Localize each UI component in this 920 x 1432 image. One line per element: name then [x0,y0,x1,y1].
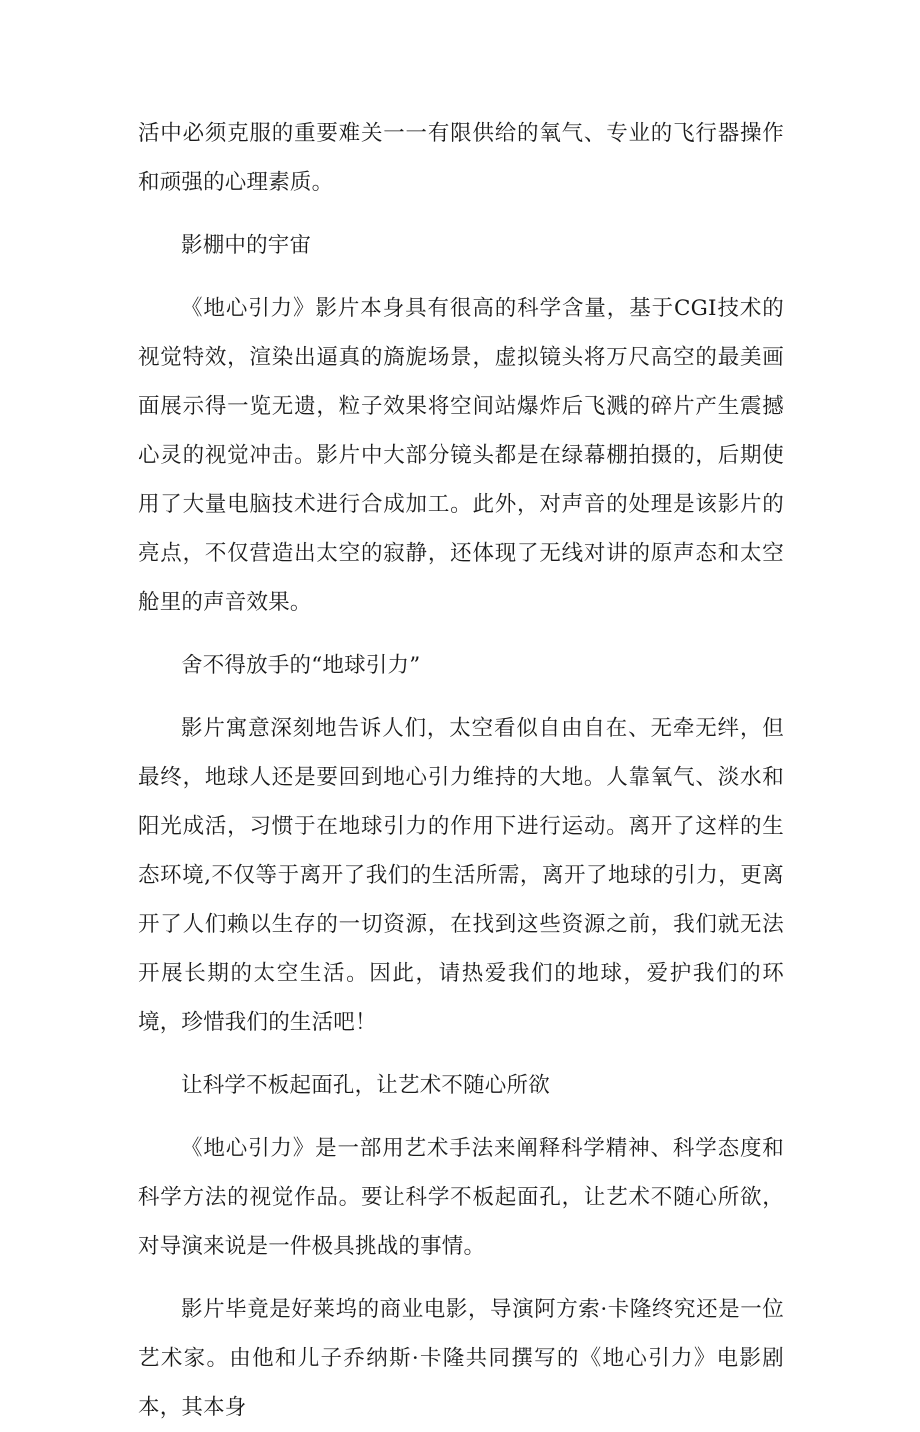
section-heading-studio-universe: 影棚中的宇宙 [181,233,312,258]
article-body [138,109,784,1432]
section-heading-earth-gravity: 舍不得放手的“地球引力” [181,653,421,678]
section-heading-science-art: 让科学不板起面孔，让艺术不随心所欲 [181,1073,550,1098]
paragraph-continuation: 活中必须克服的重要难关一一有限供给的氧气、专业的飞行器操作和顽强的心理素质。 [138,121,784,195]
paragraph-director: 影片毕竟是好莱坞的商业电影，导演阿方索·卡隆终究还是一位艺术家。由他和儿子乔纳斯·卡隆共同撰写的《地心引力》电影剧本，其本身 [138,1297,784,1420]
paragraph-science-content: 《地心引力》影片本身具有很高的科学含量，基于CGI技术的视觉特效，渲染出逼真的旖旎场景，虚拟镜头将万尺高空的最美画面展示得一览无遗，粒子效果将空间站爆炸后飞溅的碎片产生震撼心灵的视觉冲击。影片中大部分镜头都是在绿幕棚拍摄的，后期使用了大量电脑技术进行合成加工。此外，对声音的处理是该影片的亮点，不仅营造出太空的寂静，还体现了无线对讲的原声态和太空舱里的声音效果。 [138,296,784,615]
paragraph-visual-work: 《地心引力》是一部用艺术手法来阐释科学精神、科学态度和科学方法的视觉作品。要让科学不板起面孔，让艺术不随心所欲，对导演来说是一件极具挑战的事情。 [138,1136,784,1259]
paragraph-film-meaning: 影片寓意深刻地告诉人们，太空看似自由自在、无牵无绊，但最终，地球人还是要回到地心引力维持的大地。人靠氧气、淡水和阳光成活，习惯于在地球引力的作用下进行运动。离开了这样的生态环境,不仅等于离开了我们的生活所需，离开了地球的引力，更离开了人们赖以生存的一切资源，在找到这些资源之前，我们就无法开展长期的太空生活。因此，请热爱我们的地球，爱护我们的环境，珍惜我们的生活吧！ [138,716,784,1035]
